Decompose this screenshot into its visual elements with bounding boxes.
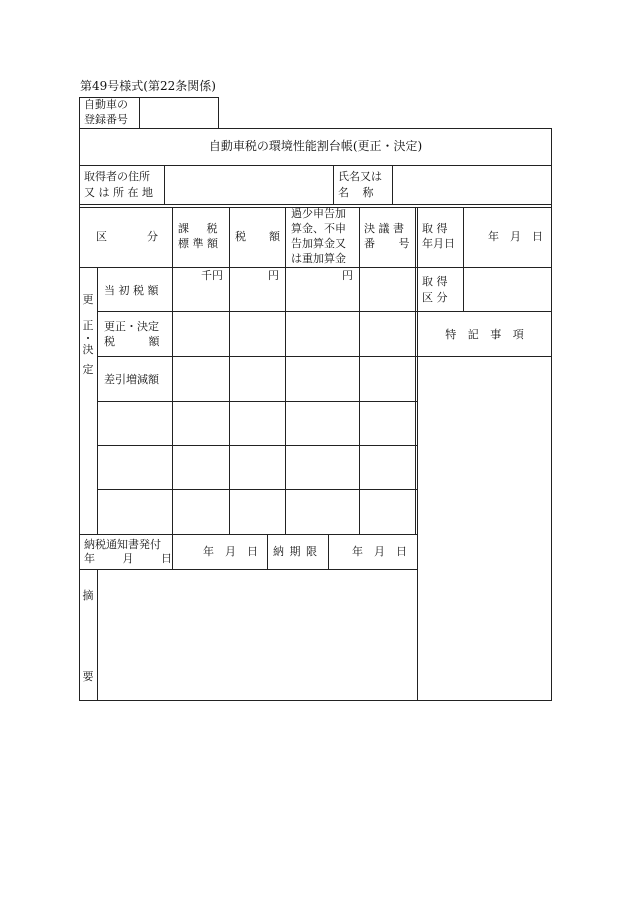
rule: [285, 207, 286, 534]
side-label-3: ・: [82, 332, 94, 345]
row-difference: 差引増減額: [104, 373, 159, 386]
header-base-2: 標 準 額: [178, 237, 218, 250]
special-notes-label: 特 記 事 項: [445, 328, 524, 341]
header-kubun-2: 分: [147, 230, 158, 243]
header-penalty-3: 告加算金又: [291, 237, 346, 250]
rule: [97, 356, 551, 357]
acquirer-name-label-1: 氏名又は: [338, 170, 382, 183]
rule: [417, 207, 418, 701]
rule: [97, 401, 417, 402]
rule: [79, 534, 417, 535]
header-decision-1: 決 議 書: [364, 222, 404, 235]
unit-thousand-yen: 千円: [201, 269, 223, 282]
name-field[interactable]: [393, 166, 551, 204]
deadline-label: 納 期 限: [273, 545, 317, 558]
side-label-1: 更: [82, 293, 94, 306]
rule: [97, 445, 417, 446]
remarks-label-2: 要: [82, 670, 94, 683]
acquirer-address-label-2: 又 は 所 在 地: [84, 186, 153, 199]
acq-date-ymd: 年 月 日: [488, 230, 543, 243]
rule: [97, 311, 551, 312]
registration-label-2: 登録番号: [84, 113, 128, 126]
address-field[interactable]: [165, 166, 333, 204]
row-corrected-2: 税 額: [104, 335, 160, 348]
rule: [328, 534, 329, 570]
unit-yen-2: 円: [342, 269, 353, 282]
rule: [97, 489, 417, 490]
rule: [267, 534, 268, 570]
acquirer-address-label-1: 取得者の住所: [84, 170, 150, 183]
rule: [359, 207, 360, 534]
form-title: 自動車税の環境性能割台帳(更正・決定): [208, 139, 423, 153]
rule: [333, 165, 334, 204]
unit-yen-1: 円: [268, 269, 279, 282]
header-decision-2: 番 号: [364, 237, 410, 250]
header-acq-date-2: 年月日: [422, 237, 455, 250]
rule: [415, 207, 416, 534]
rule: [79, 700, 552, 701]
registration-label-1: 自動車の: [84, 98, 128, 111]
rule: [79, 204, 551, 205]
header-penalty-1: 過少申告加: [291, 207, 346, 220]
header-kubun-1: 区: [96, 230, 107, 243]
header-tax-2: 額: [269, 230, 280, 243]
notice-label-1: 納税通知書発付: [84, 538, 161, 551]
rule: [79, 128, 551, 129]
acq-class-field[interactable]: [464, 268, 551, 311]
rule: [172, 534, 173, 570]
form-number: 第49号様式(第22条関係): [80, 79, 216, 93]
header-base-1: 課 税: [178, 222, 218, 235]
rule: [172, 207, 173, 534]
header-tax-1: 税: [235, 230, 246, 243]
acq-class-label-2: 区 分: [422, 291, 448, 304]
acq-class-label-1: 取 得: [422, 275, 448, 288]
row-initial-tax: 当 初 税 額: [104, 284, 159, 297]
registration-number-field[interactable]: [140, 98, 218, 128]
notice-date: 年 月 日: [203, 545, 258, 558]
remarks-label-1: 摘: [82, 589, 94, 602]
row-corrected-1: 更正・決定: [104, 320, 159, 333]
header-penalty-2: 算金、不申: [291, 222, 346, 235]
side-label-4: 決: [82, 343, 94, 356]
side-label-5: 定: [82, 363, 94, 376]
acquirer-name-label-2: 名 称: [338, 186, 374, 199]
remarks-field[interactable]: [98, 570, 417, 700]
rule: [218, 97, 219, 128]
rule: [551, 128, 552, 701]
header-acq-date-1: 取 得: [422, 222, 448, 235]
rule: [79, 97, 80, 701]
notice-label-2: 年 月 日: [84, 552, 172, 565]
deadline-date: 年 月 日: [352, 545, 407, 558]
header-penalty-4: は重加算金: [291, 252, 346, 265]
rule: [229, 207, 230, 534]
side-label-2: 正: [82, 319, 94, 332]
